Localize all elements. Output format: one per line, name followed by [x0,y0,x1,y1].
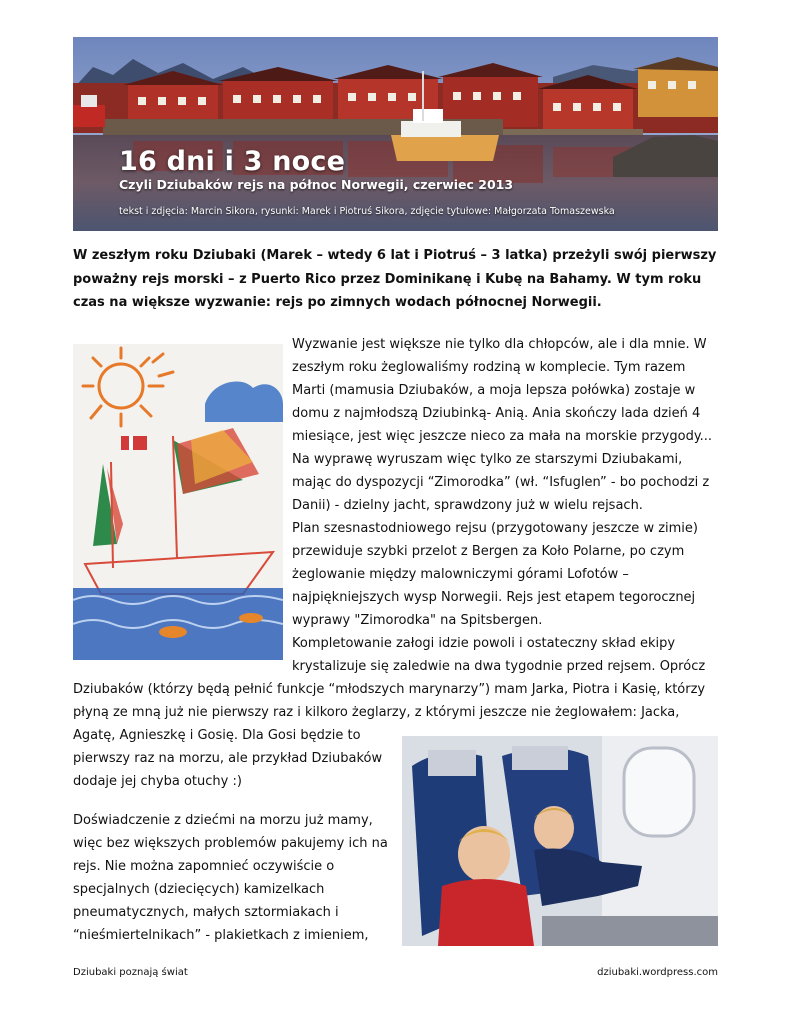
credits-line: tekst i zdjęcia: Marcin Sikora, rysunki: Marek i Piotruś Sikora, zdjęcie tytułowe: Małgorzata Tomaszewska [119,206,615,217]
body-text-line: rejs. Nie można zapomnieć oczywiście o [73,859,335,874]
body-text-line: przewiduje szybki przelot z Bergen za Koło Polarne, po czym [292,544,685,559]
body-text-line: “nieśmiertelnikach” - plakietkach z imieniem, [73,928,369,943]
footer-right: dziubaki.wordpress.com [597,967,718,978]
body-text-line: płyną ze mną już nie pierwszy raz i kilkoro żeglarzy, z którymi jeszcze nie żeglowałem: Jacka, [73,705,680,720]
body-text-line: Na wyprawę wyruszam więc tylko ze starszymi Dziubakami, [292,452,683,467]
body-text-line: wyprawy "Zimorodka" na Spitsbergen. [292,613,543,628]
page-subtitle: Czyli Dziubaków rejs na północ Norwegii, czerwiec 2013 [119,177,514,192]
body-text-line: krystalizuje się zaledwie na dwa tygodnie przed rejsem. Oprócz [292,659,706,674]
body-text-line: pierwszy raz na morzu, ale przykład Dziubaków [73,751,383,766]
body-text-line: Doświadczenie z dziećmi na morzu już mamy, [73,813,373,828]
page-title: 16 dni i 3 noce [119,146,346,177]
body-text-line: więc bez większych problemów pakujemy ich na [73,836,388,851]
body-text-line: Kompletowanie załogi idzie powoli i ostateczny skład ekipy [292,636,676,651]
body-text-line: mając do dyspozycji “Zimorodka” (wł. “Isfuglen” - bo pochodzi z [292,475,710,490]
body-text-line: Danii) - dzielny jacht, sprawdzony już w wielu rejsach. [292,498,643,513]
footer-left: Dziubaki poznają świat [73,967,188,978]
child-drawing-image [73,344,283,660]
body-text-line: żeglowanie między malowniczymi górami Lofotów – [292,567,629,582]
lead-paragraph: W zeszłym roku Dziubaki (Marek – wtedy 6 lat i Piotruś – 3 latka) przeżyli swój pierwszy poważny rejs morski – z Puerto Rico przez Dominikanę i Kubę na Bahamy. W tym roku czas na większe wyzwanie: rejs po zimnych wodach północnej Norwegii. [73,248,717,310]
body-text-line: dodaje jej chyba otuchy :) [73,774,242,789]
body-text-line: Agatę, Agnieszkę i Gosię. Dla Gosi będzie to [73,728,361,743]
body-text-line: miesiące, jest więc jeszcze nieco za mała na morskie przygody... [292,429,713,444]
harbor-photo [73,37,718,231]
body-text-line: domu z najmłodszą Dziubinką- Anią. Ania skończy lada dzień 4 [292,406,701,421]
body-text-line: Plan szesnastodniowego rejsu (przygotowany jeszcze w zimie) [292,521,698,536]
body-text-line: zeszłym roku żeglowaliśmy rodziną w komplecie. Tym razem [292,360,686,375]
body-text-line: Dziubaków (którzy będą pełnić funkcje “młodszych marynarzy”) mam Jarka, Piotra i Kasię, którzy [73,682,706,697]
body-text-line: najpiękniejszych wysp Norwegii. Rejs jest etapem tegorocznej [292,590,696,605]
body-text-line: specjalnych (dziecięcych) kamizelkach [73,882,325,897]
body-text-line: pneumatycznych, małych sztormiakach i [73,905,339,920]
body-text-line: Wyzwanie jest większe nie tylko dla chłopców, ale i dla mnie. W [292,337,707,352]
header-banner [73,37,718,231]
body-text-line: Marti (mamusia Dziubaków, a moja lepsza połówka) zostaje w [292,383,696,398]
airplane-photo [402,736,718,946]
